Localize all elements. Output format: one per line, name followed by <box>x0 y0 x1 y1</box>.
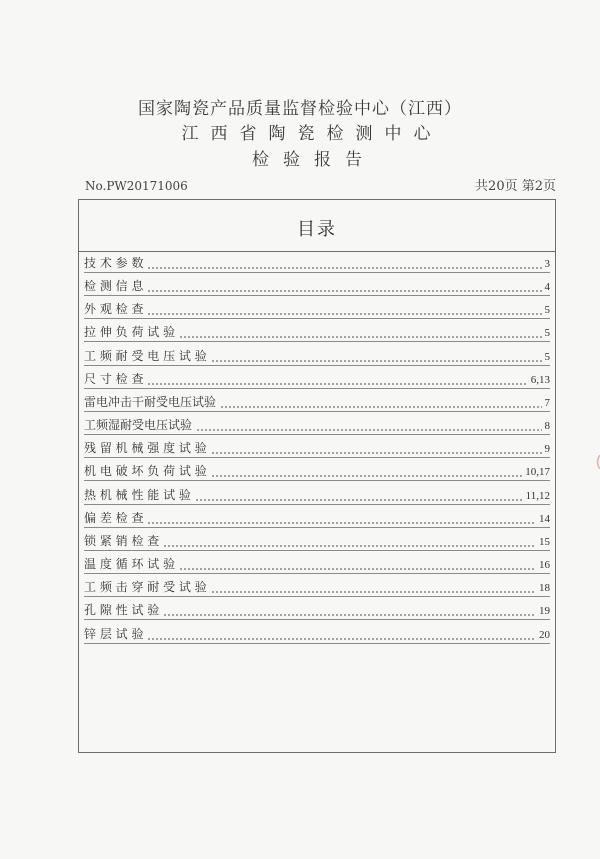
toc-row-page: 9 <box>544 443 550 455</box>
toc-row-page: 4 <box>544 281 550 293</box>
dot-leader <box>195 499 523 501</box>
toc-row-page: 8 <box>544 420 550 432</box>
dot-leader <box>163 614 536 616</box>
toc-row-page: 14 <box>539 513 550 525</box>
toc-row <box>84 487 550 505</box>
toc-row-page: 10,17 <box>525 466 550 478</box>
toc-row <box>84 626 550 644</box>
dot-leader <box>211 475 523 477</box>
toc-row <box>84 510 550 528</box>
toc-row-page: 15 <box>539 536 550 548</box>
toc-row-label: 热 机 械 性 能 试 验 <box>84 488 191 502</box>
toc-row-label: 温 度 循 环 试 验 <box>84 557 176 571</box>
dot-leader <box>211 452 542 454</box>
toc-row-label: 工 频 耐 受 电 压 试 验 <box>84 349 207 363</box>
toc-row-page: 3 <box>544 258 550 270</box>
header-line-2: 江西省陶瓷检测中心 <box>181 124 443 144</box>
toc-title-divider <box>79 251 555 252</box>
toc-row-label: 孔 隙 性 试 验 <box>84 603 160 617</box>
toc-row-label: 检 测 信 息 <box>84 279 144 293</box>
toc-row-label: 工频湿耐受电压试验 <box>84 418 193 432</box>
toc-row-label: 拉 伸 负 荷 试 验 <box>84 325 176 339</box>
toc-row <box>84 463 550 481</box>
toc-row-label: 工 频 击 穿 耐 受 试 验 <box>84 580 207 594</box>
toc-row-page: 5 <box>544 304 550 316</box>
header-line-3: 检验报告 <box>252 150 376 170</box>
toc-row-label: 机 电 破 坏 负 荷 试 验 <box>84 464 207 478</box>
toc-row <box>84 324 550 342</box>
toc-row-page: 5 <box>544 327 550 339</box>
toc-row <box>84 371 550 389</box>
toc-row-label: 外 观 检 查 <box>84 302 144 316</box>
toc-row-label: 雷电冲击干耐受电压试验 <box>84 395 217 409</box>
toc-row-label: 技 术 参 数 <box>84 256 144 270</box>
toc-row-page: 16 <box>539 559 550 571</box>
toc-row <box>84 556 550 574</box>
dot-leader <box>196 429 541 431</box>
dot-leader <box>147 638 536 640</box>
toc-row-page: 19 <box>539 605 550 617</box>
toc-row <box>84 440 550 458</box>
dot-leader <box>147 522 536 524</box>
dot-leader <box>211 360 542 362</box>
dot-leader <box>220 406 541 408</box>
toc-row-label: 锁 紧 销 检 查 <box>84 534 160 548</box>
toc-row-label: 偏 差 检 查 <box>84 511 144 525</box>
dot-leader <box>147 313 541 315</box>
dot-leader <box>163 545 536 547</box>
toc-row <box>84 394 550 412</box>
toc-frame <box>78 199 556 753</box>
dot-leader <box>147 290 541 292</box>
toc-row-page: 5 <box>544 351 550 363</box>
toc-row <box>84 348 550 366</box>
toc-row-page: 11,12 <box>525 490 550 502</box>
toc-row-page: 6,13 <box>530 374 550 386</box>
toc-row <box>84 301 550 319</box>
dot-leader <box>179 336 541 338</box>
toc-row-label: 尺 寸 检 查 <box>84 372 144 386</box>
toc-row <box>84 278 550 296</box>
toc-row <box>84 533 550 551</box>
toc-row-page: 7 <box>544 397 550 409</box>
report-number: No.PW20171006 <box>85 179 188 193</box>
toc-row <box>84 417 550 435</box>
toc-title: 目录 <box>297 219 337 240</box>
header-line-1: 国家陶瓷产品质量监督检验中心（江西） <box>138 99 462 119</box>
dot-leader <box>211 591 536 593</box>
seal-stamp-edge <box>594 455 600 469</box>
toc-row <box>84 255 550 273</box>
toc-row <box>84 579 550 597</box>
toc-row-label: 锌 层 试 验 <box>84 627 144 641</box>
dot-leader <box>147 267 541 269</box>
page-info: 共20页 第2页 <box>475 179 556 194</box>
toc-row <box>84 602 550 620</box>
toc-row-page: 18 <box>539 582 550 594</box>
dot-leader <box>147 383 527 385</box>
toc-row-page: 20 <box>539 629 550 641</box>
toc-row-label: 残 留 机 械 强 度 试 验 <box>84 441 207 455</box>
dot-leader <box>179 568 536 570</box>
